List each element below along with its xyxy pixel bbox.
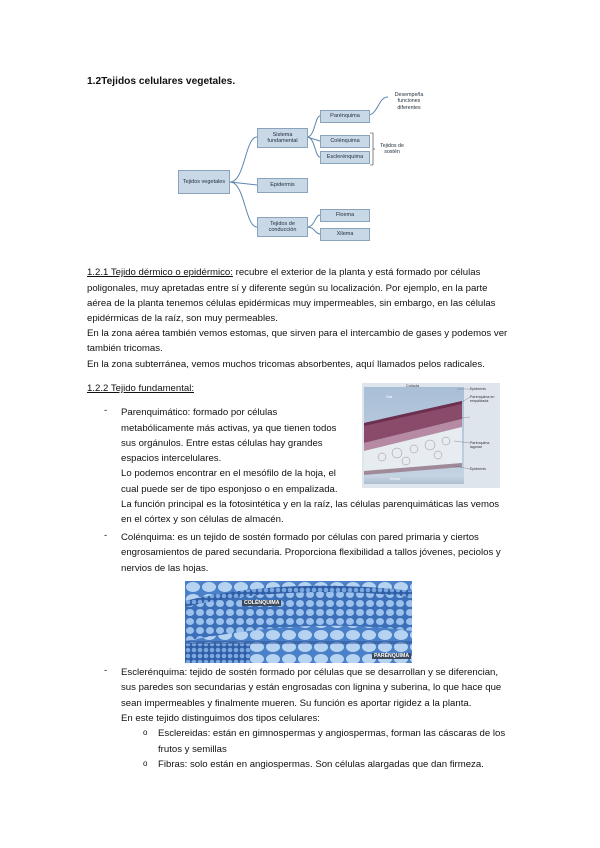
diagram-root-node: Tejidos vegetales bbox=[178, 170, 230, 194]
leaf-cross-section-image bbox=[362, 383, 500, 488]
parenquima-line2: metabólicamente más activas, ya que tienen todos bbox=[121, 423, 337, 434]
colenquima-line1: Colénquima: es un tejido de sostén formado por células con pared primaria y ciertos bbox=[121, 532, 479, 543]
esclerenquima-dash: - bbox=[104, 665, 108, 676]
parenquima-line3: sus orgánulos. Entre estas células hay grandes bbox=[121, 438, 323, 449]
diagram-xilema-node: Xilema bbox=[320, 228, 370, 241]
esclereidas-bullet: o bbox=[143, 728, 148, 737]
fibras-line1: Fibras: solo están en angiospermas. Son células alargadas que dan firmeza. bbox=[158, 759, 484, 770]
diagram-epidermis-node: Epidermis bbox=[257, 178, 308, 193]
leaf-label-lagunar: Parénquima lagunar bbox=[470, 441, 490, 449]
leaf-label-haz: Haz bbox=[386, 395, 393, 399]
diagram-desempena-label: Desempeña funciones diferentes bbox=[394, 92, 424, 111]
sec121-heading: 1.2.1 Tejido dérmico o epidérmico: bbox=[87, 267, 233, 278]
esclerenquima-line1: Esclerénquima: tejido de sostén formado por células que se desarrollan y se diferencian, bbox=[121, 667, 499, 678]
micro-label-colenquima: COLÉNQUIMA bbox=[244, 600, 280, 606]
parenquima-line7: La función principal es la fotosintética y en la raíz, las células parenquimáticas las vemos bbox=[121, 499, 500, 510]
colenquima-line3: nervios de las hojas. bbox=[121, 563, 209, 574]
diagram-parenquima-node: Parénquima bbox=[320, 110, 370, 123]
section-title: 1.2Tejidos celulares vegetales. bbox=[87, 76, 236, 87]
parenquima-line1: Parenquimático: formado por células bbox=[121, 407, 278, 418]
micro-label-parenquima: PARÉNQUIMA bbox=[374, 653, 410, 659]
leaf-label-epidermis-bottom: Epidermis bbox=[470, 467, 486, 471]
colenquima-micrograph-image bbox=[185, 581, 412, 663]
parenquima-dash: - bbox=[104, 405, 108, 416]
sec121-line1-text: recubre el exterior de la planta y está formado por células bbox=[232, 267, 481, 278]
sec121-line1 bbox=[87, 265, 480, 282]
sec121-line2: poligonales, muy apretadas entre sí y diferente según su localización. Por ejemplo, en la parte bbox=[87, 283, 488, 294]
diagram-conduccion-node: Tejidos de conducción bbox=[257, 217, 308, 237]
esclereidas-line1: Esclereidas: están en gimnospermas y angiospermas, forman las cáscaras de los bbox=[158, 728, 506, 739]
diagram-sosten-label: Tejidos de sostén bbox=[380, 143, 404, 156]
sec121-line5: En la zona aérea también vemos estomas, que sirven para el intercambio de gases y podemos ver bbox=[87, 328, 508, 339]
colenquima-dash: - bbox=[104, 530, 108, 541]
fibras-bullet: o bbox=[143, 759, 148, 768]
esclereidas-line2: frutos y semillas bbox=[158, 744, 227, 755]
leaf-label-empalizada: Parénquima en empalizada bbox=[470, 395, 495, 403]
esclerenquima-line3: sean impermeables y finalmente mueren. Su función es aportar rigidez a la planta. bbox=[121, 698, 472, 709]
sec121-line6: también tricomas. bbox=[87, 343, 163, 354]
sec121-line3: aérea de la planta tenemos células epidérmicas muy impermeables, sin embargo, en las células bbox=[87, 298, 496, 309]
colenquima-micrograph-drawing bbox=[185, 581, 412, 663]
leaf-label-enves: Envés bbox=[390, 477, 400, 481]
leaf-label-cuticula: Cutícula bbox=[406, 384, 420, 388]
parenquima-line6: cual puede ser de tipo esponjoso o en empalizada. bbox=[121, 484, 338, 495]
parenquima-line8: en el córtex y son células de almacén. bbox=[121, 514, 284, 525]
diagram-esclerenquima-node: Esclerénquima bbox=[320, 151, 370, 164]
diagram-colenquima-node: Colénquima bbox=[320, 135, 370, 148]
esclerenquima-line4: En este tejido distinguimos dos tipos celulares: bbox=[121, 713, 320, 724]
diagram-floema-node: Floema bbox=[320, 209, 370, 222]
sec121-line4: epidérmicas de la raíz, son muy permeables. bbox=[87, 313, 278, 324]
parenquima-line5: Lo podemos encontrar en el mesófilo de la hoja, el bbox=[121, 468, 336, 479]
colenquima-line2: engrosamientos de pared secundaria. Proporciona flexibilidad a tallos jóvenes, peciolos y bbox=[121, 547, 501, 558]
diagram-sistema-node: Sistema fundamental bbox=[257, 128, 308, 148]
sec121-line7: En la zona subterránea, vemos muchos tricomas absorbentes, aquí llamados pelos radicales. bbox=[87, 359, 485, 370]
parenquima-line4: espacios intercelulares. bbox=[121, 453, 222, 464]
leaf-label-epidermis-top: Epidermis bbox=[470, 387, 486, 391]
sec122-heading: 1.2.2 Tejido fundamental: bbox=[87, 383, 195, 394]
esclerenquima-line2: sus paredes son secundarias y están engrosadas con lignina y suberina, lo que hace que bbox=[121, 682, 502, 693]
